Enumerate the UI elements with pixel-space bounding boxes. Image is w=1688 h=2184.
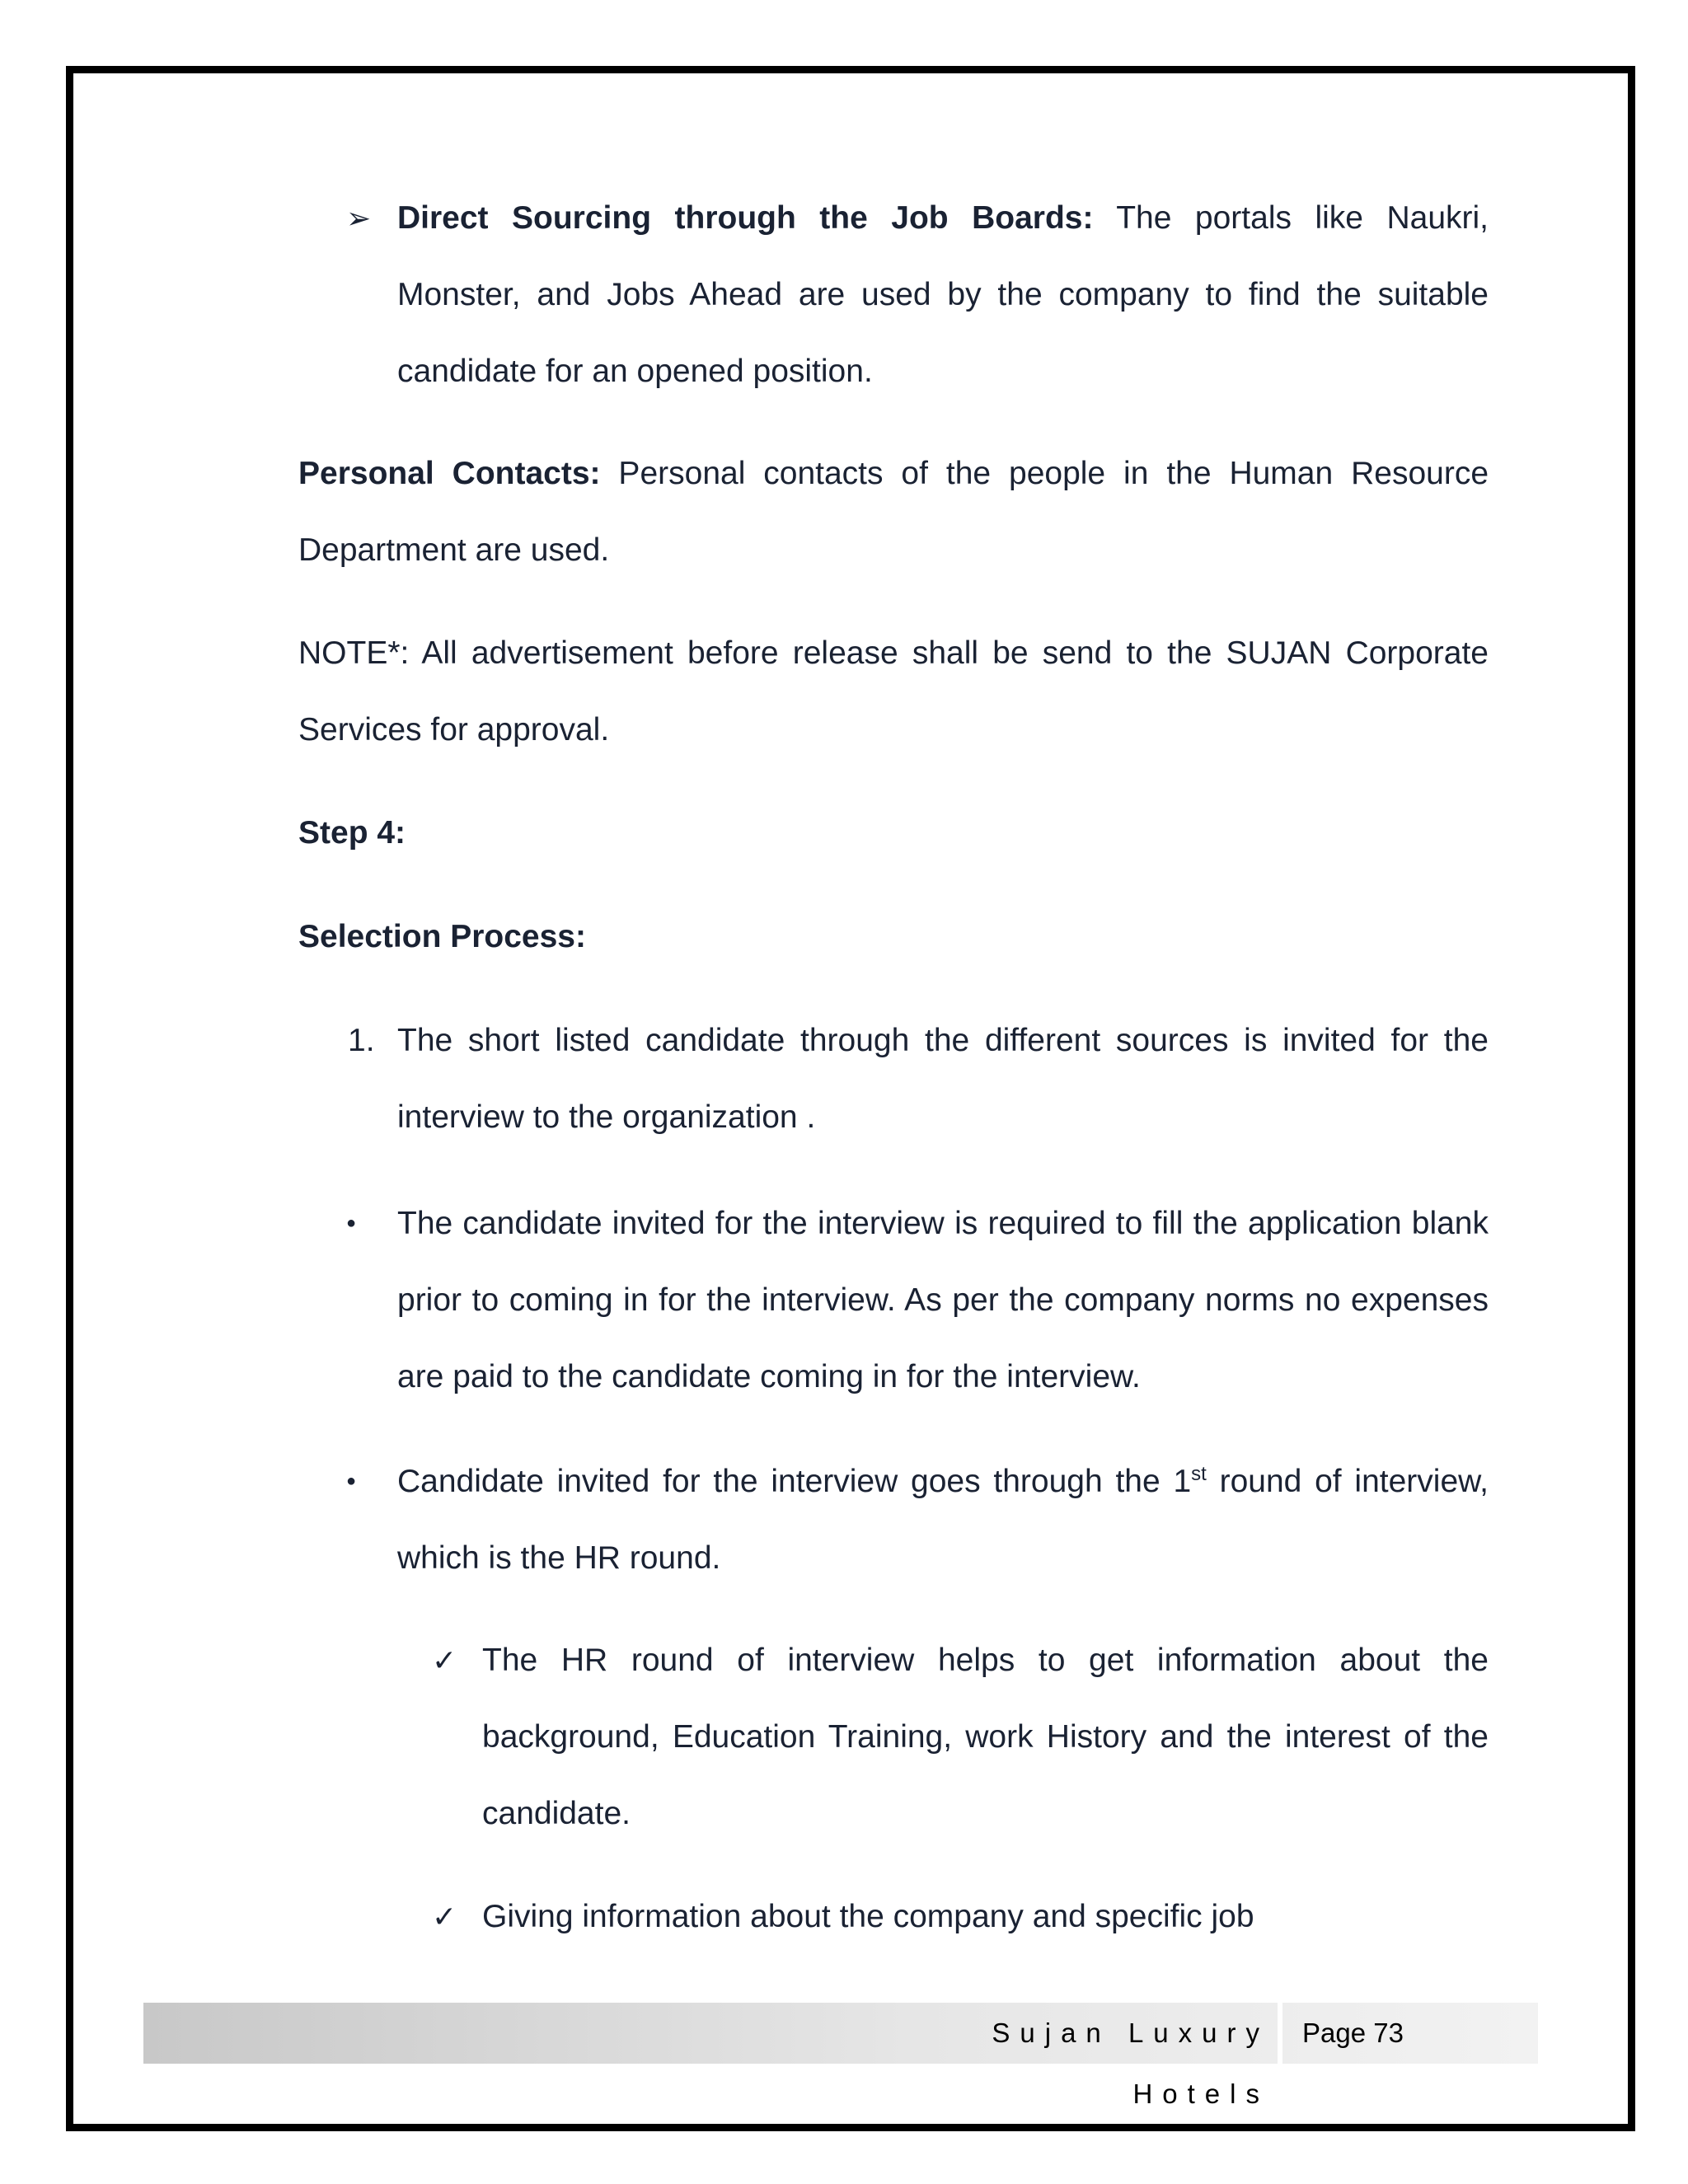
check-icon: ✓ bbox=[432, 1900, 457, 1933]
footer-page-number: Page 73 bbox=[1302, 2018, 1404, 2048]
check-item-company-info: Giving information about the company and specific job bbox=[482, 1899, 1254, 1934]
bullet-icon: ● bbox=[346, 1214, 357, 1232]
bullet-icon: ● bbox=[346, 1472, 357, 1490]
personal-contacts-lead: Personal Contacts: bbox=[298, 456, 601, 491]
sourcing-text: The portals like Naukri, Monster, and Jobs Ahead are used by the company to find the suitable candidate for an opened position. bbox=[397, 200, 1489, 389]
personal-contacts-text: Personal contacts of the people in the Human Resource Department are used. bbox=[298, 456, 1489, 568]
list-number: 1. bbox=[348, 1023, 375, 1058]
sourcing-paragraph bbox=[397, 180, 1489, 410]
sourcing-lead: Direct Sourcing through the Job Boards: bbox=[397, 200, 1094, 236]
bullet-item-hr-round bbox=[397, 1443, 1489, 1596]
step-heading: Step 4: bbox=[298, 815, 406, 851]
footer-company-name: Sujan Luxury Hotels bbox=[992, 2018, 1269, 2109]
note-paragraph: NOTE*: All advertisement before release shall be send to the SUJAN Corporate Services for approval. bbox=[298, 635, 1489, 748]
check-icon: ✓ bbox=[432, 1643, 457, 1677]
check-item-hr-info: The HR round of interview helps to get information about the background, Education Training, work History and the interest of the candidate. bbox=[482, 1643, 1489, 1831]
selection-process-heading: Selection Process: bbox=[298, 919, 586, 954]
bullet-item-application: The candidate invited for the interview is required to fill the application blank prior to coming in for the interview. As per the company norms no expenses are paid to the candidate coming in for the interview. bbox=[397, 1206, 1489, 1394]
bullet-hr-before: Candidate invited for the interview goes through the 1 bbox=[397, 1464, 1192, 1499]
footer-divider bbox=[1278, 2003, 1282, 2064]
arrow-bullet-icon: ➢ bbox=[346, 201, 372, 235]
bullet-hr-after: round of interview, which is the HR round. bbox=[397, 1464, 1489, 1576]
numbered-item-text: The short listed candidate through the different sources is invited for the interview to the organization . bbox=[397, 1023, 1489, 1135]
personal-contacts-paragraph bbox=[298, 435, 1489, 588]
ordinal-suffix: st bbox=[1191, 1463, 1207, 1485]
